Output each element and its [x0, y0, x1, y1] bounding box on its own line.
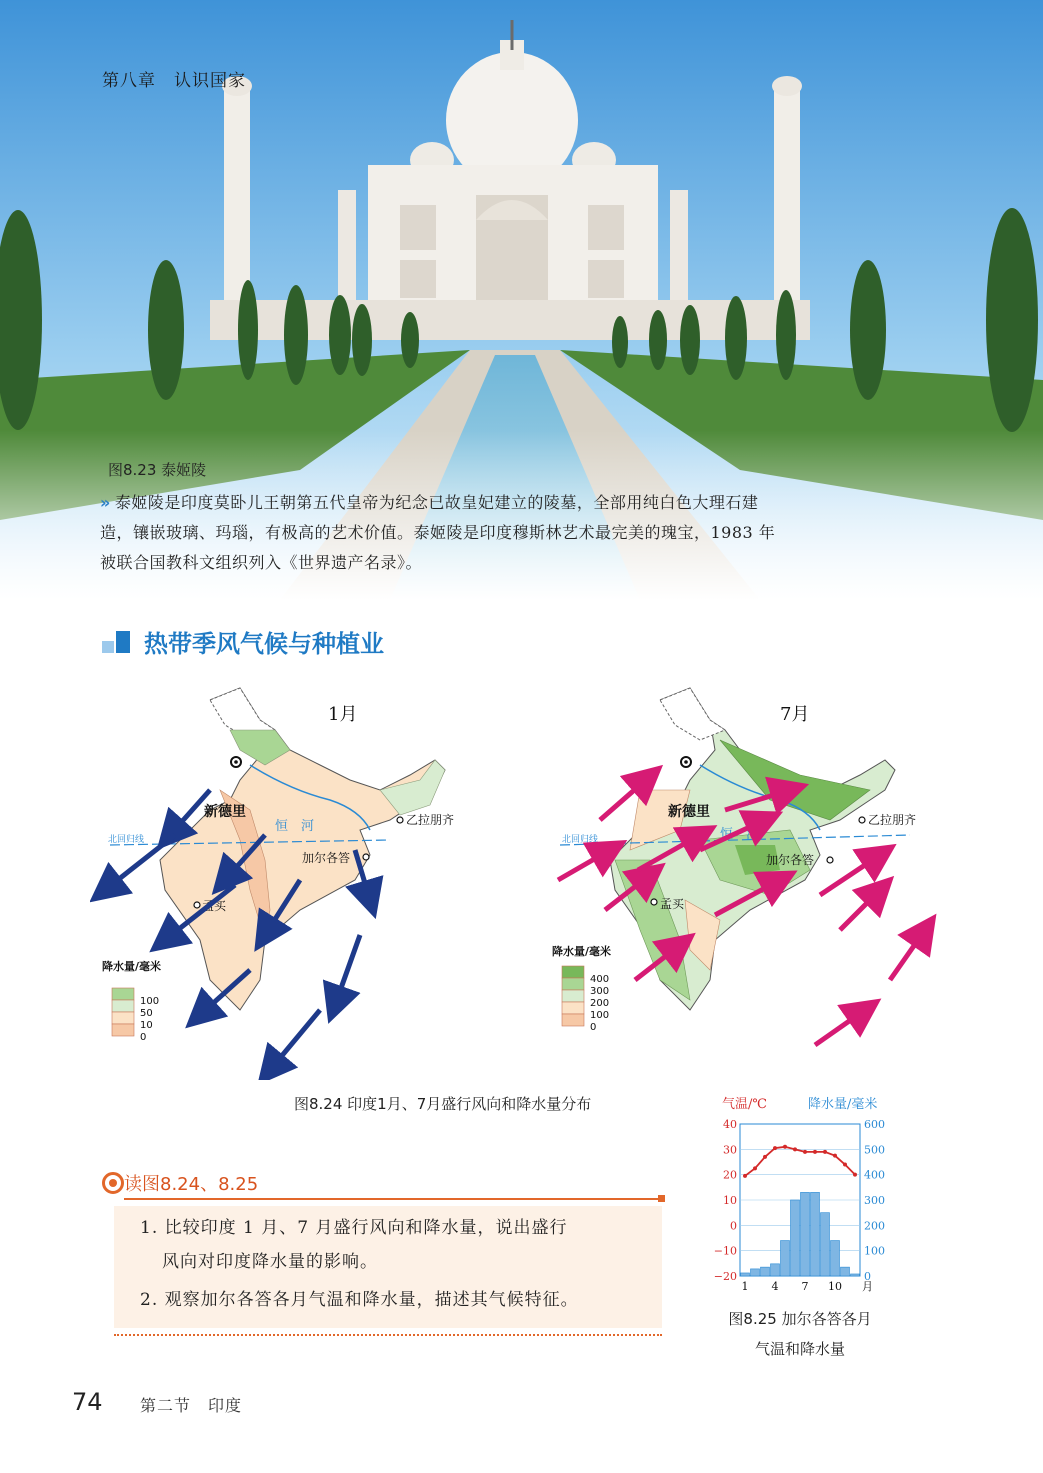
- temp-tick-label: 30: [723, 1143, 737, 1157]
- question-1-line-2: 风向对印度降水量的影响。: [162, 1252, 378, 1272]
- precip-tick-label: 300: [864, 1194, 885, 1207]
- precip-bar: [751, 1269, 760, 1276]
- precip-tick-label: 400: [864, 1168, 885, 1182]
- temperature-point: [753, 1166, 757, 1170]
- description-line-2: 造，镶嵌玻璃、玛瑙，有极高的艺术价值。泰姬陵是印度穆斯林艺术最完美的瑰宝，1983 年: [100, 523, 776, 542]
- precip-tick-label: 500: [864, 1143, 885, 1157]
- precip-bar: [841, 1267, 850, 1276]
- description-line-3: 被联合国教科文组织列入《世界遗产名录》。: [100, 553, 423, 572]
- precip-tick-label: 200: [864, 1219, 885, 1233]
- legend-value: 0: [140, 1032, 147, 1043]
- legend-value: 10: [140, 1020, 153, 1031]
- jul-title: 7月: [780, 704, 810, 725]
- temperature-point: [773, 1146, 777, 1150]
- reading-exercise: [100, 1168, 665, 1348]
- legend-value: 50: [140, 1008, 153, 1019]
- section-heading: [102, 624, 384, 659]
- precip-bar: [781, 1241, 790, 1276]
- temperature-point: [843, 1163, 847, 1167]
- precip-bar: [851, 1274, 860, 1276]
- temp-tick-label: −20: [713, 1270, 737, 1283]
- precip-bar: [741, 1273, 750, 1276]
- legend-value: 100: [590, 1010, 610, 1021]
- jul-capital-label: 新德里: [668, 804, 710, 820]
- legend-swatch: [112, 1000, 134, 1012]
- temp-tick-label: −10: [713, 1244, 737, 1258]
- reading-title: 读图8.24、8.25: [124, 1174, 259, 1195]
- figure-8-25-caption: [700, 1304, 900, 1364]
- figure-8-24-caption: 图8.24 印度1月、7月盛行风向和降水量分布: [294, 1095, 592, 1113]
- legend-swatch: [562, 1002, 584, 1014]
- jul-legend: [562, 966, 609, 1033]
- temperature-point: [853, 1173, 857, 1177]
- question-1-line-1: 1. 比较印度 1 月、7 月盛行风向和降水量，说出盛行: [140, 1218, 568, 1238]
- legend-swatch: [562, 1014, 584, 1026]
- legend-swatch: [562, 978, 584, 990]
- jan-legend: [112, 988, 159, 1043]
- monsoon-maps: [90, 680, 940, 1080]
- section-marker-icon: [102, 627, 132, 657]
- kolkata-climate-chart: [700, 1090, 900, 1310]
- double-chevron-icon: »: [100, 493, 111, 512]
- temperature-point: [823, 1150, 827, 1154]
- left-axis-label: 气温/℃: [722, 1097, 767, 1112]
- jul-legend-title: 降水量/毫米: [552, 945, 612, 958]
- precip-bar: [811, 1192, 820, 1276]
- jul-mumbai-label: 孟买: [660, 897, 685, 911]
- precip-tick-label: 100: [864, 1244, 885, 1258]
- jul-itanagar-label: 乙拉朋齐: [868, 813, 917, 827]
- jan-kolkata-label: 加尔各答: [302, 851, 351, 865]
- temp-tick-label: 40: [723, 1118, 737, 1131]
- reading-header: [100, 1168, 665, 1204]
- precip-tick-label: 600: [864, 1118, 885, 1131]
- temperature-point: [743, 1174, 747, 1178]
- jul-river-label: 恒 河: [720, 827, 760, 842]
- precip-tick-label: 0: [864, 1270, 871, 1283]
- january-map: [102, 688, 454, 1070]
- reading-questions: [114, 1206, 662, 1328]
- precip-bar: [761, 1267, 770, 1276]
- precip-bar: [791, 1200, 800, 1276]
- month-tick-label: 7: [801, 1280, 809, 1293]
- temp-tick-label: 10: [723, 1194, 737, 1207]
- jan-legend-title: 降水量/毫米: [102, 960, 162, 973]
- jul-kolkata-label: 加尔各答: [766, 853, 815, 867]
- jan-river-label: 恒 河: [275, 819, 315, 834]
- section-title: 热带季风气候与种植业: [144, 630, 384, 658]
- temperature-point: [783, 1145, 787, 1149]
- month-tick-label: 4: [771, 1280, 779, 1293]
- jan-tropic-label: 北回归线: [108, 835, 145, 845]
- jul-tropic-label: 北回归线: [562, 835, 599, 845]
- legend-swatch: [562, 990, 584, 1002]
- question-2: 2. 观察加尔各答各月气温和降水量，描述其气候特征。: [140, 1290, 579, 1310]
- legend-value: 0: [590, 1022, 597, 1033]
- jan-itanagar-label: 乙拉朋齐: [406, 813, 455, 827]
- page-number: 74: [72, 1388, 103, 1416]
- legend-value: 300: [590, 986, 610, 997]
- temperature-point: [803, 1150, 807, 1154]
- legend-value: 400: [590, 974, 610, 985]
- temp-tick-label: 20: [723, 1168, 737, 1182]
- month-tick-label: 1: [741, 1280, 749, 1293]
- temp-tick-label: 0: [730, 1219, 737, 1233]
- figure-8-23-caption: 图8.23 泰姬陵: [108, 461, 207, 479]
- temperature-point: [813, 1150, 817, 1154]
- precip-bar: [771, 1264, 780, 1276]
- figure-8-25-caption-line-2: 气温和降水量: [754, 1340, 845, 1358]
- description-line-1: » 泰姬陵是印度莫卧儿王朝第五代皇帝为纪念已故皇妃建立的陵墓，全部用纯白色大理石建: [100, 493, 759, 512]
- chapter-heading: 第八章 认识国家: [102, 71, 246, 91]
- legend-swatch: [562, 966, 584, 978]
- right-axis-label: 降水量/毫米: [808, 1097, 878, 1112]
- legend-swatch: [112, 988, 134, 1000]
- figure-8-25-caption-line-1: 图8.25 加尔各答各月: [728, 1310, 872, 1328]
- july-map: [552, 688, 925, 1045]
- taj-mahal-description: [100, 488, 930, 578]
- precip-bar: [831, 1241, 840, 1276]
- month-axis-label: 月: [862, 1280, 873, 1293]
- jan-title: 1月: [328, 704, 358, 725]
- temperature-point: [833, 1154, 837, 1158]
- footer-section-title: 第二节 印度: [140, 1396, 243, 1415]
- precip-bar: [801, 1192, 810, 1276]
- legend-value: 200: [590, 998, 610, 1009]
- temperature-point: [763, 1155, 767, 1159]
- precip-bar: [821, 1213, 830, 1276]
- legend-value: 100: [140, 996, 160, 1007]
- month-tick-label: 10: [828, 1280, 842, 1293]
- temperature-point: [793, 1147, 797, 1151]
- legend-swatch: [112, 1012, 134, 1024]
- jan-mumbai-label: 孟买: [202, 899, 227, 913]
- legend-swatch: [112, 1024, 134, 1036]
- jan-capital-label: 新德里: [204, 804, 246, 820]
